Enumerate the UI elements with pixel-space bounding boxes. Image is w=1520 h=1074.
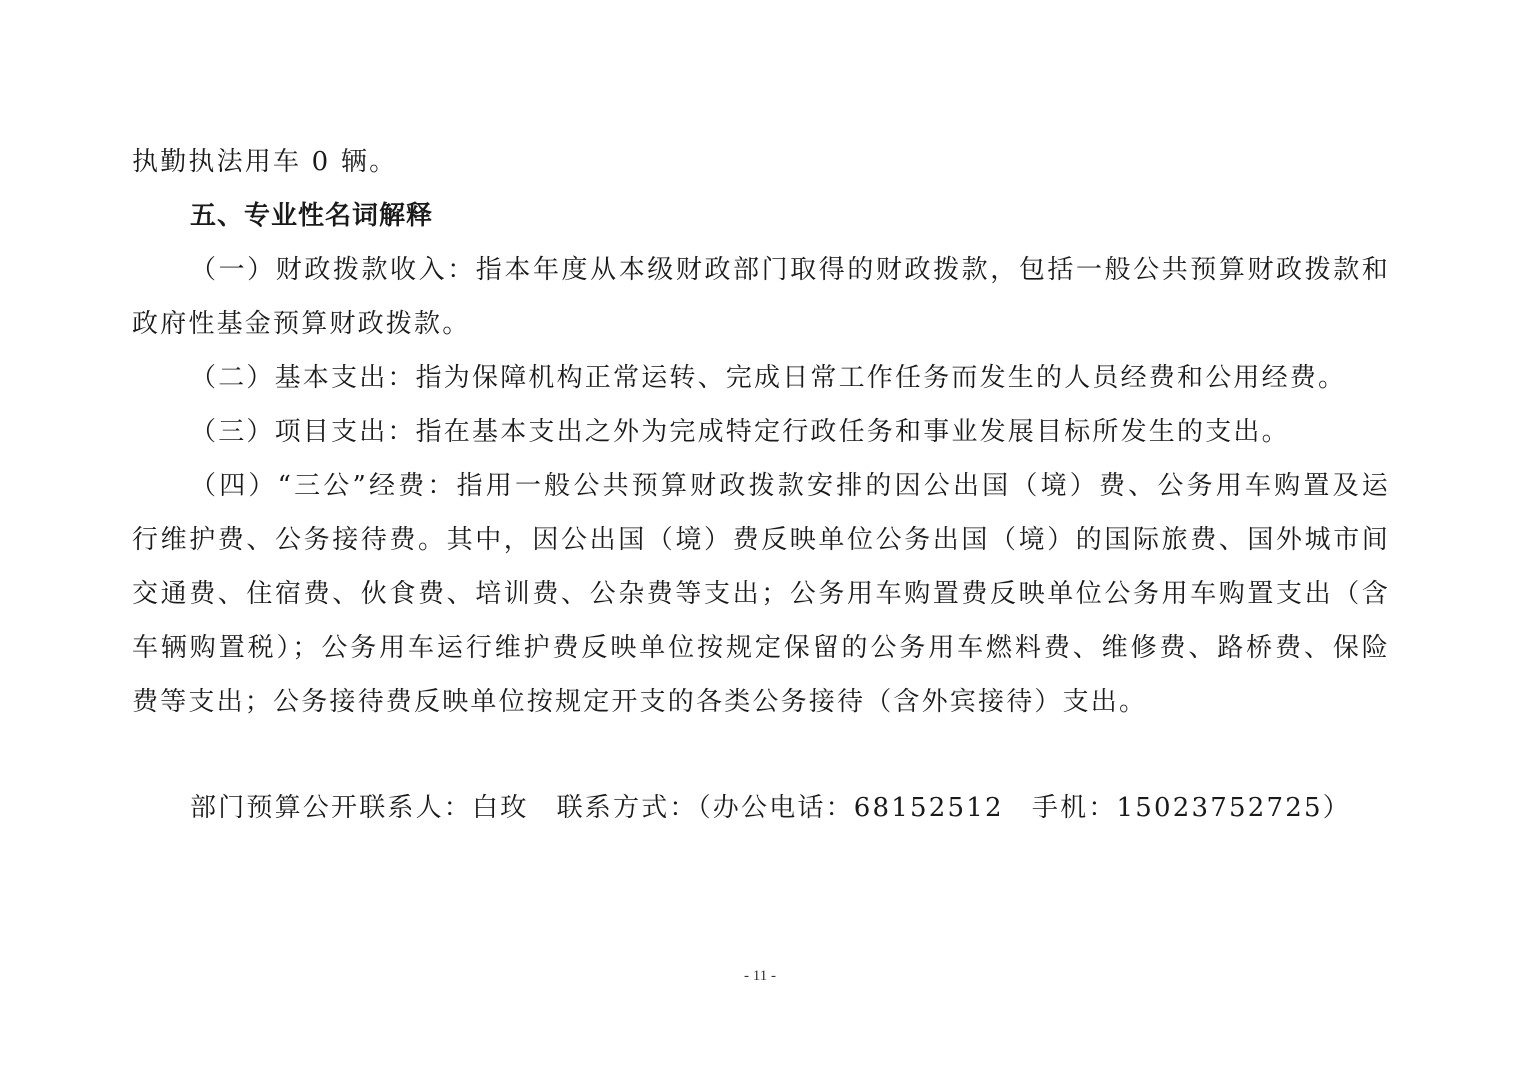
contact-line: 部门预算公开联系人：白玫 联系方式：（办公电话：68152512 手机：15023752725） [190,793,1351,823]
paragraph-2: （二）基本支出：指为保障机构正常运转、完成日常工作任务而发生的人员经费和公用经费。 [190,363,1347,393]
paragraph-1-line-1: （一）财政拨款收入：指本年度从本级财政部门取得的财政拨款，包括一般公共预算财政拨款和 [190,255,1390,285]
paragraph-4-line-3: 交通费、住宿费、伙食费、培训费、公杂费等支出；公务用车购置费反映单位公务用车购置支出（含 [132,579,1390,609]
paragraph-4-line-2: 行维护费、公务接待费。其中，因公出国（境）费反映单位公务出国（境）的国际旅费、国外城市间 [132,525,1390,555]
paragraph-4-line-1: （四）“三公”经费：指用一般公共预算财政拨款安排的因公出国（境）费、公务用车购置及运 [190,471,1390,501]
paragraph-3: （三）项目支出：指在基本支出之外为完成特定行政任务和事业发展目标所发生的支出。 [190,417,1290,447]
section-heading: 五、专业性名词解释 [190,201,434,231]
paragraph-4-line-4: 车辆购置税）；公务用车运行维护费反映单位按规定保留的公务用车燃料费、维修费、路桥费、保险 [132,633,1390,663]
paragraph-4-line-5: 费等支出；公务接待费反映单位按规定开支的各类公务接待（含外宾接待）支出。 [132,687,1148,717]
vehicle-count-line: 执勤执法用车 0 辆。 [132,147,398,177]
paragraph-1-line-2: 政府性基金预算财政拨款。 [132,309,471,339]
page-number: - 11 - [744,968,776,984]
